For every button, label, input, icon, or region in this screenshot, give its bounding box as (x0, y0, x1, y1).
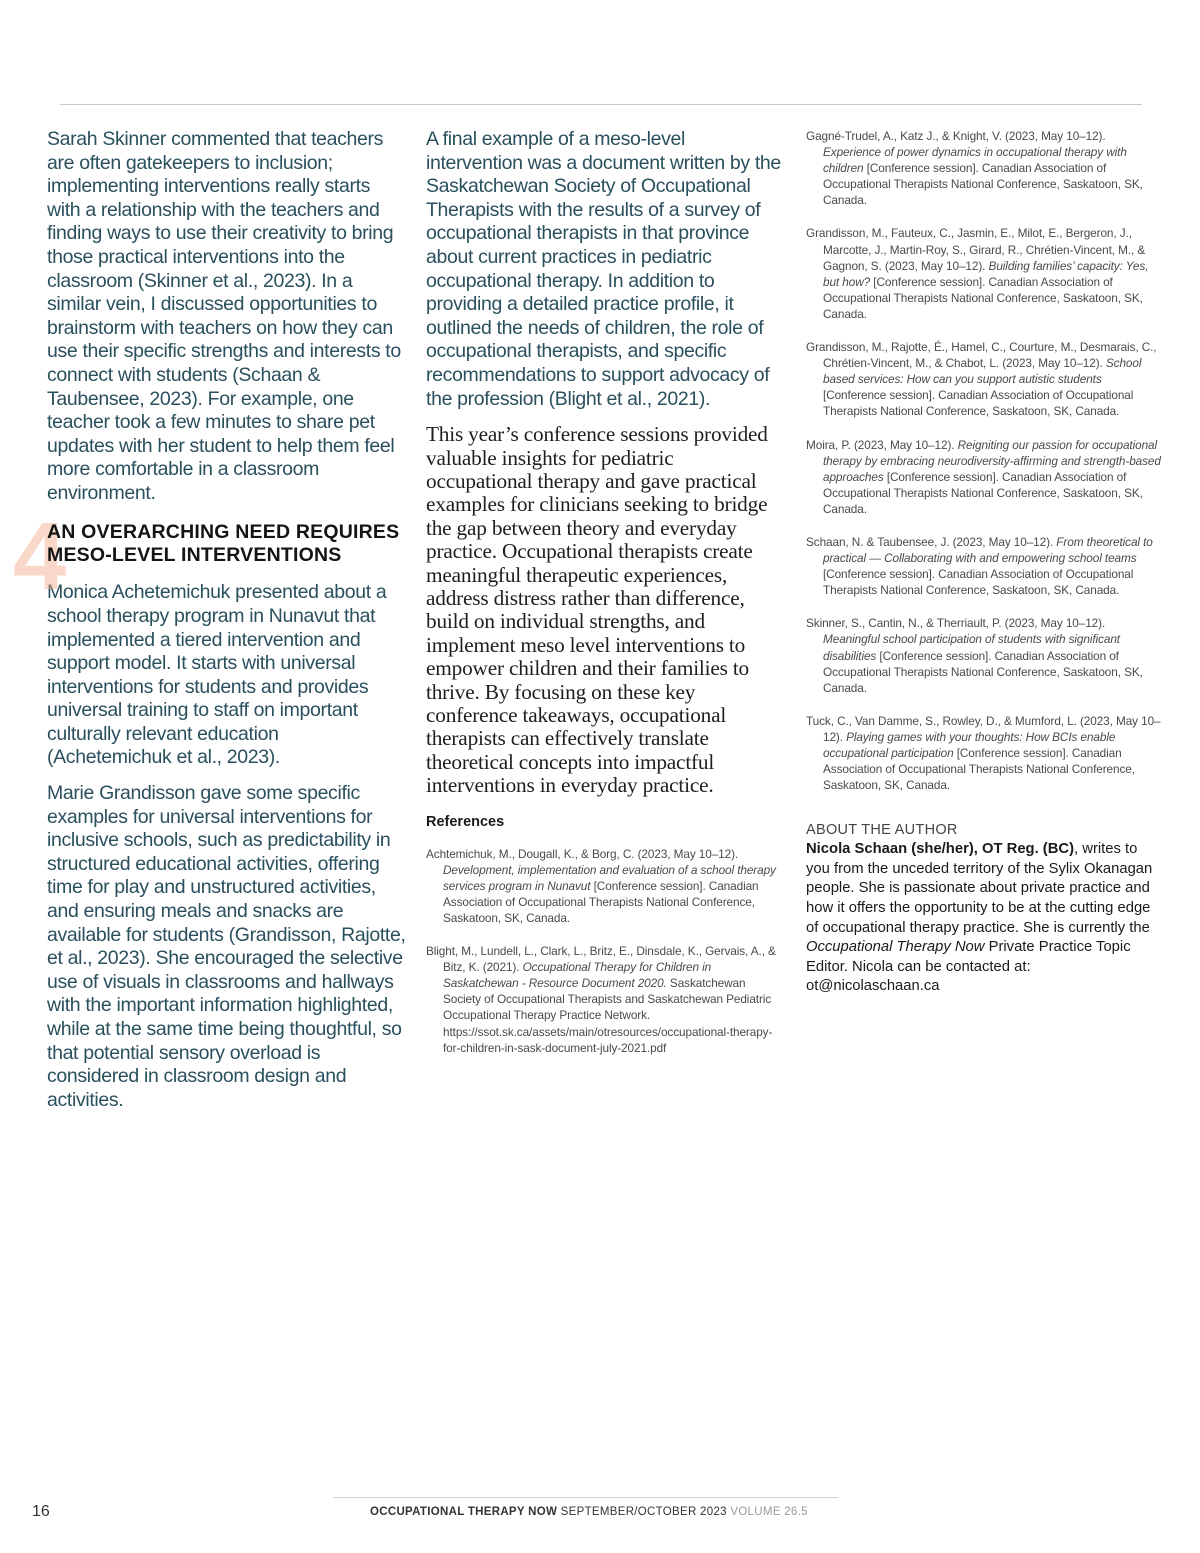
reference-item: Blight, M., Lundell, L., Clark, L., Britz, E., Dinsdale, K., Gervais, A., & Bitz, K. (2021). Occupational Therapy for Children in Saskatchewan - Resource Document 2020. Saskatchewan Society of Occupational Therapists and Saskatchewan Pediatric Occupational Therapy Practice Network. https://ssot.sk.ca/assets/main/otresources/occupational-therapy-for-children-in-sask-document-july-2021.pdf (426, 944, 776, 1055)
page-number: 16 (32, 1503, 50, 1520)
author-name: Nicola Schaan (she/her), OT Reg. (BC) (806, 841, 1075, 858)
reference-item: Grandisson, M., Fauteux, C., Jasmin, E., Milot, E., Bergeron, J., Marcotte, J., Martin-Roy, S., Girard, R., Chrétien-Vincent, M., & Gagnon, S. (2023, May 10–12). Building families’ capacity: Yes, but how? [Conference session]. Canadian Association of Occupational Therapists National Conference, Saskatoon, SK, Canada. (806, 226, 1149, 321)
paragraph-grandisson: Marie Grandisson gave some specific examples for universal interventions for inclusive schools, such as predictability in structured educational activities, offering time for play and unstructured activities, and ensuring meals and snacks are available for students (Grandisson, Rajotte, et al., 2023). She encouraged the selective use of visuals in classrooms and hallways with the important information highlighted, while at the same time being thoughtful, so that potential sensory overload is considered in classroom design and activities. (47, 782, 406, 1111)
reference-item: Grandisson, M., Rajotte, É., Hamel, C., Courture, M., Desmarais, C., Chrétien-Vincent, M., & Chabot, L. (2023, May 10–12). School based services: How can you support autistic students [Conference session]. Canadian Association of Occupational Therapists National Conference, Saskatoon, SK, Canada. (806, 340, 1157, 419)
column-2 (426, 128, 784, 1073)
section-heading-block (13, 502, 407, 610)
paragraph-meso-example: A final example of a meso-level intervention was a document written by the Saskatchewan Society of Occupational Therapists with the results of a survey of occupational therapists in that province about current practices in pediatric occupational therapy. In addition to providing a detailed practice profile, it outlined the needs of children, the role of occupational therapists, and specific recommendations to support advocacy of the profession (Blight et al., 2021). (426, 128, 781, 410)
reference-item: Achtemichuk, M., Dougall, K., & Borg, C. (2023, May 10–12). Development, implementation and evaluation of a school therapy services program in Nunavut [Conference session]. Canadian Association of Occupational Therapists National Conference, Saskatoon, SK, Canada. (426, 846, 776, 925)
footer-volume: VOLUME 26.5 (730, 1506, 808, 1518)
column-3 (806, 128, 1161, 997)
reference-item: Tuck, C., Van Damme, S., Rowley, D., & Mumford, L. (2023, May 10–12). Playing games with your thoughts: How BCIs enable occupational participation [Conference session]. Canadian Association of Occupational Therapists National Conference, Saskatoon, SK, Canada. (806, 713, 1161, 793)
magazine-title: Occupational Therapy Now (806, 939, 985, 956)
section-number: 4 (13, 502, 67, 610)
footer-running-title (370, 1506, 808, 1518)
paragraph-skinner: Sarah Skinner commented that teachers are often gatekeepers to inclusion; implementing interventions really starts with a relationship with the teachers and finding ways to use their creativity to bring those practical interventions into the classroom (Skinner et al., 2023). In a similar vein, I discussed opportunities to brainstorm with teachers on how they can use their specific strengths and interests to connect with students (Schaan & Taubensee, 2023). For example, one teacher took a few minutes to share pet updates with her student to help them feel more comfortable in a classroom environment. (47, 128, 401, 504)
header-rule (60, 104, 1142, 105)
reference-item: Moira, P. (2023, May 10–12). Reigniting our passion for occupational therapy by embracing neurodiversity-affirming and strength-based approaches [Conference session]. Canadian Association of Occupational Therapists National Conference, Saskatoon, SK, Canada. (806, 437, 1161, 516)
reference-item: Schaan, N. & Taubensee, J. (2023, May 10–12). From theoretical to practical — Collaborating with and empowering school teams [Conference session]. Canadian Association of Occupational Therapists National Conference, Saskatoon, SK, Canada. (806, 534, 1153, 598)
footer-magazine: OCCUPATIONAL THERAPY NOW (370, 1506, 558, 1518)
references-title: References (426, 813, 505, 830)
author-bio: Nicola Schaan (she/her), OT Reg. (BC), writes to you from the unceded territory of the Sylix Okanagan people. She is passionate about private practice and how it offers the opportunity to be at the cutting edge of occupational therapy practice. She is currently the Occupational Therapy Now Private Practice Topic Editor. Nicola can be contacted at: ot@nicolaschaan.ca (806, 841, 1153, 995)
about-author-label: ABOUT THE AUTHOR (806, 822, 958, 839)
column-1 (13, 128, 407, 1124)
footer-rule (333, 1497, 838, 1498)
reference-item: Gagné-Trudel, A., Katz J., & Knight, V. (2023, May 10–12). Experience of power dynamics in occupational therapy with children [Conference session]. Canadian Association of Occupational Therapists National Conference, Saskatoon, SK, Canada. (806, 129, 1143, 208)
footer-issue: SEPTEMBER/OCTOBER 2023 (560, 1506, 727, 1518)
reference-item: Skinner, S., Cantin, N., & Therriault, P. (2023, May 10–12). Meaningful school participation of students with significant disabilities [Conference session]. Canadian Association of Occupational Therapists National Conference, Saskatoon, SK, Canada. (806, 616, 1143, 695)
paragraph-achetemichuk: Monica Achetemichuk presented about a school therapy program in Nunavut that implemented a tiered intervention and support model. It starts with universal interventions for students and provides universal training to staff on important culturally relevant education (Achetemichuk et al., 2023). (47, 581, 387, 769)
conclusion-paragraph: This year’s conference sessions provided valuable insights for pediatric occupational therapy and gave practical examples for clinicians seeking to bridge the gap between theory and everyday practice. Occupational therapists create meaningful therapeutic experiences, address distress rather than difference, build on individual strengths, and implement meso level interventions to empower children and their families to thrive. By focusing on these key conference takeaways, occupational therapists can effectively translate theoretical concepts into impactful interventions in everyday practice. (426, 422, 768, 798)
section-heading: AN OVERARCHING NEED REQUIRES MESO-LEVEL INTERVENTIONS (47, 520, 400, 566)
